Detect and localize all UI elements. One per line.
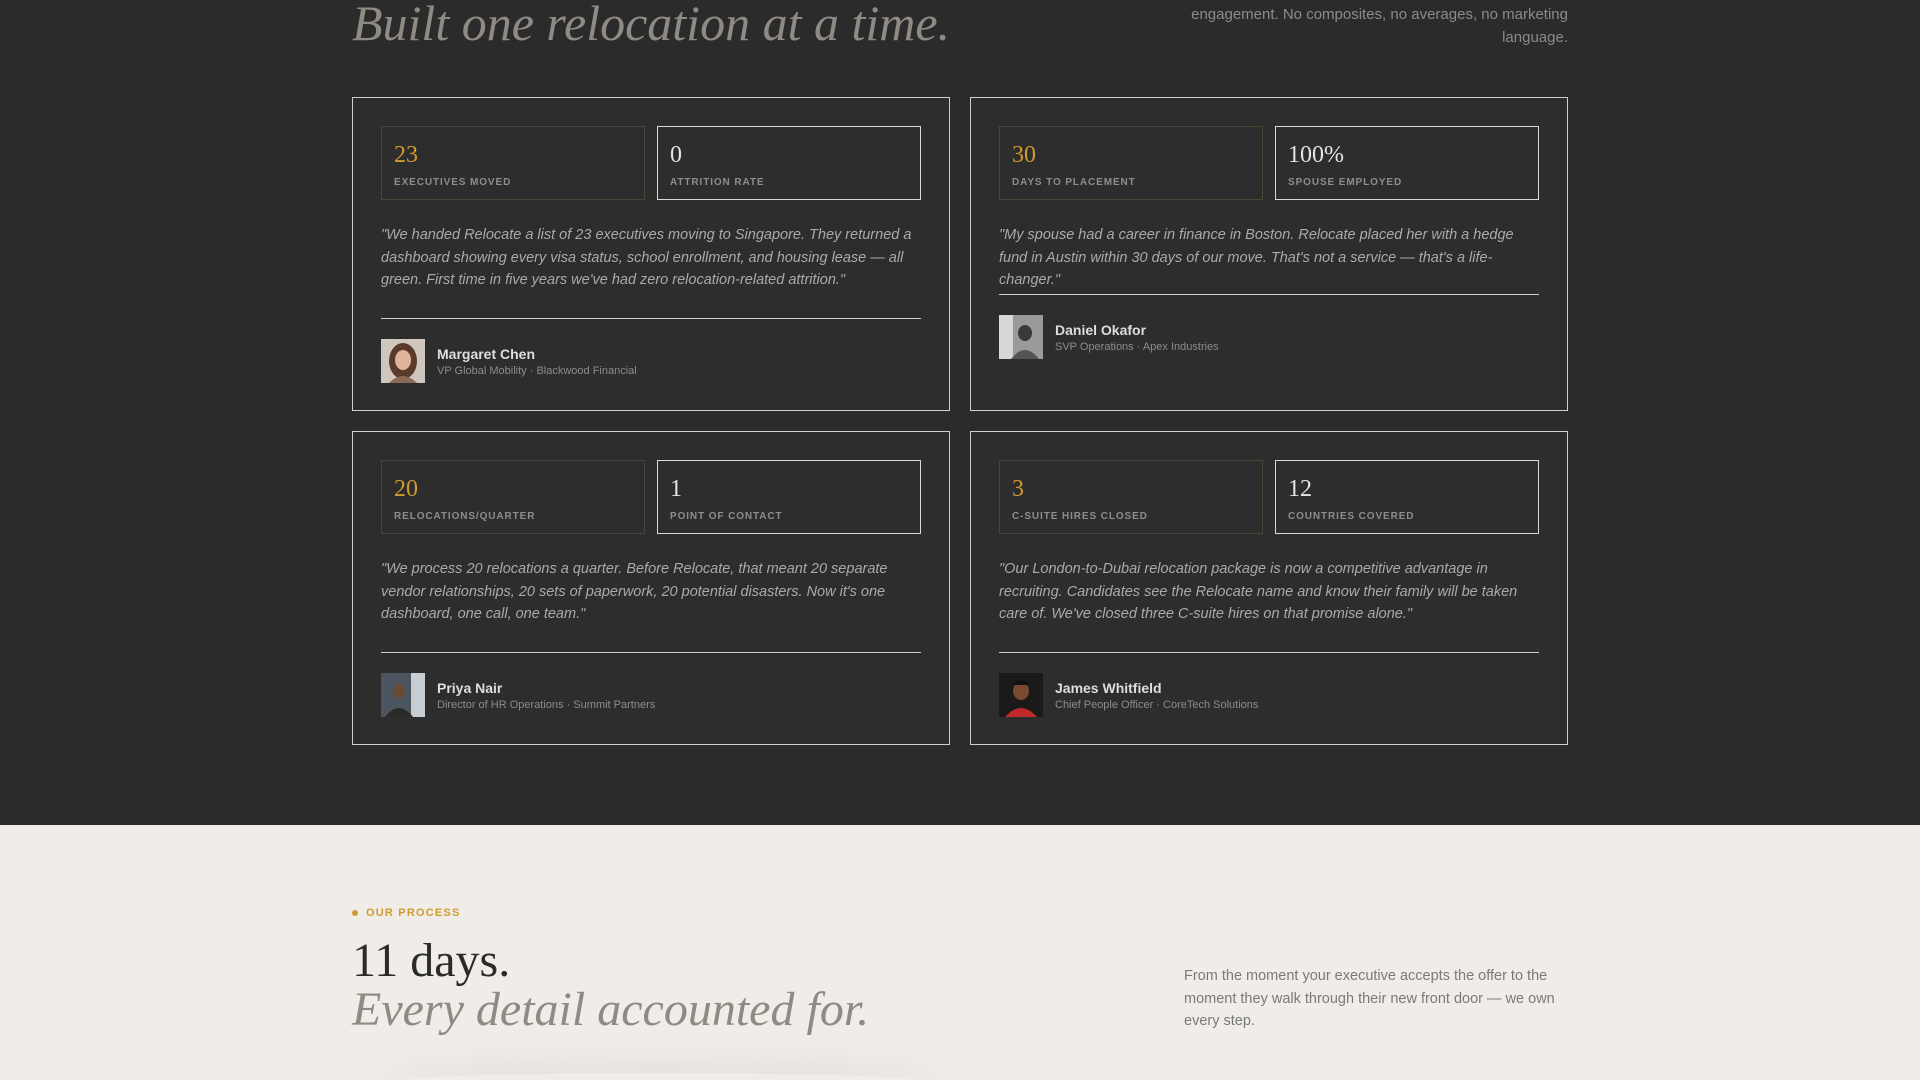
testimonial-card bbox=[970, 431, 1568, 745]
card-edge bbox=[380, 1073, 940, 1080]
avatar-photo-icon bbox=[999, 315, 1043, 359]
testimonial-card bbox=[970, 97, 1568, 411]
avatar-photo-icon bbox=[999, 673, 1043, 717]
author-role: VP Global Mobility · Blackwood Financial bbox=[437, 365, 637, 377]
stat-box bbox=[381, 126, 645, 200]
stat-label: COUNTRIES COVERED bbox=[1288, 511, 1415, 522]
divider bbox=[381, 652, 921, 653]
stat-box bbox=[999, 126, 1263, 200]
avatar bbox=[381, 673, 425, 717]
stat-value: 23 bbox=[394, 142, 418, 168]
stat-value: 100% bbox=[1288, 142, 1344, 168]
stats-row bbox=[381, 460, 921, 534]
avatar bbox=[999, 673, 1043, 717]
author-name: Priya Nair bbox=[437, 680, 503, 696]
stat-box bbox=[1275, 460, 1539, 534]
stat-label: DAYS TO PLACEMENT bbox=[1012, 177, 1136, 188]
stat-box bbox=[657, 460, 921, 534]
eyebrow bbox=[352, 907, 461, 919]
testimonial-card bbox=[352, 431, 950, 745]
stat-box bbox=[1275, 126, 1539, 200]
author bbox=[999, 673, 1258, 717]
stats-row bbox=[381, 126, 921, 200]
stat-label: C-SUITE HIRES CLOSED bbox=[1012, 511, 1148, 522]
avatar-photo-icon bbox=[381, 673, 425, 717]
stat-value: 1 bbox=[670, 476, 682, 502]
stat-box bbox=[999, 460, 1263, 534]
testimonial-card bbox=[352, 97, 950, 411]
stat-value: 12 bbox=[1288, 476, 1312, 502]
author-role: Director of HR Operations · Summit Partners bbox=[437, 699, 656, 711]
testimonial-quote: "Our London-to-Dubai relocation package is now a competitive advantage in recruiting. Candidates see the Relocate name and know their family will be taken care of. We've closed three C-suite hires on that promise alone." bbox=[999, 561, 1518, 622]
stat-value: 20 bbox=[394, 476, 418, 502]
author bbox=[381, 673, 655, 717]
dot-icon bbox=[352, 910, 358, 916]
stat-box bbox=[381, 460, 645, 534]
stat-value: 30 bbox=[1012, 142, 1036, 168]
avatar bbox=[999, 315, 1043, 359]
stat-box bbox=[657, 126, 921, 200]
testimonial-quote: "We handed Relocate a list of 23 executives moving to Singapore. They returned a dashboard showing every visa status, school enrollment, and housing lease — all green. First time in five years we've had zero relocation-related attrition." bbox=[381, 227, 912, 288]
testimonial-quote: "We process 20 relocations a quarter. Before Relocate, that meant 20 separate vendor relationships, 20 sets of paperwork, 20 potential disasters. Now it's one dashboard, one call, one team." bbox=[381, 561, 888, 622]
author-name: James Whitfield bbox=[1055, 680, 1162, 696]
stats-row bbox=[999, 460, 1539, 534]
stat-value: 3 bbox=[1012, 476, 1024, 502]
avatar bbox=[381, 339, 425, 383]
avatar-photo-icon bbox=[381, 339, 425, 383]
process-description: From the moment your executive accepts the offer to the moment they walk through their new front door — we own every step. bbox=[1184, 968, 1555, 1029]
eyebrow-label: OUR PROCESS bbox=[366, 907, 461, 919]
stats-row bbox=[999, 126, 1539, 200]
process-title: 11 days. bbox=[352, 934, 511, 987]
process-subtitle: Every detail accounted for. bbox=[352, 983, 870, 1036]
section-note: engagement. No composites, no averages, no marketing language. bbox=[1191, 6, 1568, 46]
stat-label: SPOUSE EMPLOYED bbox=[1288, 177, 1403, 188]
author bbox=[381, 339, 637, 383]
stat-label: EXECUTIVES MOVED bbox=[394, 177, 512, 188]
author bbox=[999, 315, 1219, 359]
stat-label: POINT OF CONTACT bbox=[670, 511, 783, 522]
process-section bbox=[0, 825, 1920, 1080]
stat-value: 0 bbox=[670, 142, 682, 168]
divider bbox=[999, 294, 1539, 295]
section-title: Built one relocation at a time. bbox=[352, 0, 951, 51]
divider bbox=[381, 318, 921, 319]
divider bbox=[999, 652, 1539, 653]
author-name: Margaret Chen bbox=[437, 346, 536, 362]
stat-label: ATTRITION RATE bbox=[670, 177, 765, 188]
author-role: Chief People Officer · CoreTech Solutions bbox=[1055, 699, 1259, 711]
testimonial-quote: "My spouse had a career in finance in Boston. Relocate placed her with a hedge fund in Austin within 30 days of our move. That's not a service — that's a life-changer." bbox=[999, 227, 1514, 288]
stat-label: RELOCATIONS/QUARTER bbox=[394, 511, 536, 522]
author-name: Daniel Okafor bbox=[1055, 322, 1147, 338]
author-role: SVP Operations · Apex Industries bbox=[1055, 341, 1219, 353]
